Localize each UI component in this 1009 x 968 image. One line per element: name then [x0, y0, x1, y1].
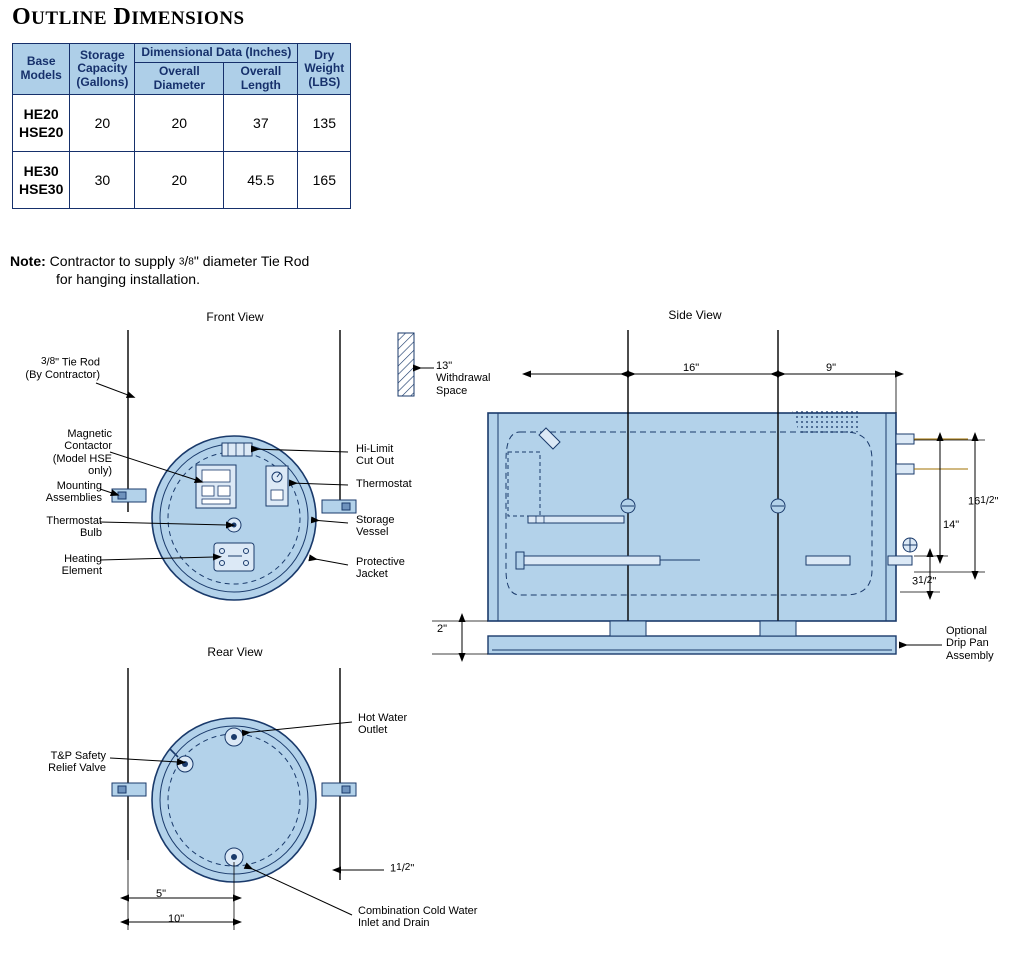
mounting-bracket-right — [322, 500, 356, 513]
dim-1-half-unit: " — [410, 862, 415, 875]
withdrawal-line2: Withdrawal — [436, 372, 491, 385]
label-withdrawal-space — [436, 360, 490, 397]
base-models-line2: Models — [20, 68, 62, 83]
dim-14: 14" — [943, 519, 960, 531]
model-hse20: HSE20 — [19, 124, 64, 141]
withdrawal-line3: Space — [436, 384, 468, 397]
thermostat-bulb-line1: Thermostat — [46, 515, 102, 527]
protective-line1: Protective — [356, 556, 405, 568]
magnetic-line2: Contactor — [64, 440, 112, 453]
drip-pan-line3: Assembly — [946, 649, 994, 662]
leader-storage-vessel — [312, 520, 348, 523]
title-d: D — [113, 4, 132, 30]
dim-3-half-num: 1 — [918, 575, 924, 586]
mounting-bolt-right — [342, 503, 350, 510]
model-he30: HE30 — [23, 162, 59, 179]
dim-5: 5" — [156, 888, 167, 900]
leader-protective-jacket — [310, 558, 348, 565]
tie-rod-frac-num: 3 — [40, 356, 47, 367]
dim-1-half-whole: 1 — [390, 862, 397, 875]
dim-16-half-den: 2 — [988, 495, 995, 506]
drain-valve-body — [888, 556, 912, 565]
col-dimensional-data-group: Dimensional Data (Inches) — [135, 44, 298, 63]
dim-3-half-whole: 3 — [912, 575, 919, 588]
side-view-title: Side View — [668, 308, 722, 322]
note-frac-den: 8 — [188, 256, 194, 268]
note-text-before: Contractor to supply — [45, 253, 179, 269]
label-mounting-assemblies — [0, 480, 102, 505]
overall-length-line1: Overall — [240, 63, 282, 78]
tie-rod-by-contractor: (By Contractor) — [25, 368, 100, 381]
withdrawal-wall-hatch — [398, 333, 414, 396]
heating-element-rod — [520, 556, 660, 565]
overall-diameter-line1: Overall — [158, 63, 200, 78]
heating-line2: Element — [61, 565, 102, 578]
mounting-bolt-left — [118, 492, 126, 499]
dim-1-half-den: 2 — [404, 862, 411, 873]
note-text-after: " diameter Tie Rod — [193, 253, 310, 269]
tie-rod-label-rest: " Tie Rod — [55, 356, 100, 369]
dim-16-half-whole: 16 — [968, 495, 981, 508]
combination-line2: Inlet and Drain — [358, 917, 430, 930]
magnetic-line3: (Model HSE — [52, 452, 112, 465]
storage-line1: Storage — [80, 47, 125, 62]
withdrawal-line1: 13" — [436, 360, 453, 372]
dim-1-half: 11/2" — [390, 862, 415, 875]
front-view-drawing — [96, 330, 356, 600]
storage-vessel-line2: Vessel — [356, 526, 389, 539]
label-heating-element — [0, 553, 102, 578]
pan-support-left — [610, 621, 646, 636]
leader-tie-rod — [96, 383, 128, 395]
tp-valve-line1: T&P Safety — [50, 750, 106, 762]
label-combination-inlet-drain — [358, 905, 477, 930]
leader-cold-water-inlet — [246, 866, 352, 915]
label-tie-rod: 3/8" Tie Rod (By Contractor) — [25, 356, 100, 381]
combination-line1: Combination Cold Water — [358, 905, 478, 917]
dim-16: 16" — [683, 362, 700, 374]
label-hi-limit-cutout — [356, 443, 394, 468]
rear-mounting-bracket-left — [112, 783, 146, 796]
rear-view-title: Rear View — [207, 645, 263, 659]
magnetic-line1: Magnetic — [67, 428, 112, 440]
cell-dry-weight: 135 — [298, 95, 351, 152]
lower-internal-fitting — [806, 556, 850, 565]
cell-dry-weight: 165 — [298, 152, 351, 209]
label-protective-jacket — [356, 556, 405, 581]
dim-16-half: 161/2" — [968, 495, 999, 508]
dim-1-half-num: 1 — [396, 862, 402, 873]
label-thermostat-bulb — [0, 515, 102, 540]
outlet-port-lower — [896, 464, 914, 474]
cell-storage-capacity: 20 — [70, 95, 135, 152]
dim-3-half-unit: " — [932, 575, 937, 588]
outlet-port-upper — [896, 434, 914, 444]
heating-element-flange — [214, 543, 254, 571]
heating-line1: Heating — [64, 553, 102, 565]
title-utline: UTLINE — [31, 8, 108, 29]
note-frac-num: 3 — [178, 256, 185, 268]
drip-pan-line2: Drip Pan — [946, 637, 989, 650]
note-block: Note: Contractor to supply 3/8" diameter Tie Rod for hanging installation. — [10, 253, 310, 288]
label-storage-vessel — [356, 514, 395, 539]
model-hse30: HSE30 — [19, 181, 64, 198]
storage-line2: Capacity — [77, 61, 128, 76]
dim-10: 10" — [168, 913, 185, 925]
tie-rod-frac-den: 8 — [49, 356, 56, 367]
dim-9: 9" — [826, 362, 837, 374]
title-o: O — [12, 4, 32, 30]
protective-line2: Jacket — [356, 568, 388, 581]
overall-length-line2: Length — [240, 77, 281, 92]
mounting-line2: Assemblies — [45, 492, 102, 505]
insulation-area — [792, 410, 860, 436]
front-view-title: Front View — [206, 310, 264, 324]
label-magnetic-contactor — [0, 428, 112, 477]
label-hot-water-outlet — [358, 712, 407, 737]
dim-3-half-den: 2 — [926, 575, 933, 586]
tp-valve-line2: Relief Valve — [48, 762, 106, 775]
hot-water-line2: Outlet — [358, 724, 388, 737]
dry-weight-line2: Weight — [304, 61, 345, 76]
dry-weight-line3: (LBS) — [308, 75, 341, 90]
rear-view-drawing — [110, 668, 384, 930]
dry-weight-line1: Dry — [314, 47, 335, 62]
cell-overall-length: 45.5 — [224, 152, 298, 209]
dim-3-half: 31/2" — [912, 575, 937, 588]
hi-limit-cutout-part — [222, 443, 252, 456]
mounting-line1: Mounting — [56, 480, 102, 492]
note-label: Note: — [10, 253, 46, 269]
label-tp-relief-valve — [0, 750, 106, 775]
dim-16-half-num: 1 — [980, 495, 986, 506]
thermostat-bulb-rod — [528, 516, 624, 523]
overall-diameter-line2: Diameter — [153, 77, 205, 92]
base-models-line1: Base — [26, 54, 56, 69]
cell-overall-diameter: 20 — [135, 95, 224, 152]
hilimit-line2: Cut Out — [356, 455, 394, 468]
hot-water-line1: Hot Water — [358, 712, 408, 724]
drip-pan-line1: Optional — [946, 625, 987, 637]
dim-16-half-unit: " — [994, 495, 999, 508]
drip-pan — [488, 636, 896, 654]
dim-2: 2" — [437, 623, 448, 635]
label-drip-pan — [946, 625, 994, 662]
cell-overall-length: 37 — [224, 95, 298, 152]
cell-overall-diameter: 20 — [135, 152, 224, 209]
magnetic-line4: only) — [88, 464, 112, 477]
title-imensions: IMENSIONS — [131, 8, 245, 29]
label-thermostat: Thermostat — [356, 478, 412, 490]
cell-storage-capacity: 30 — [70, 152, 135, 209]
thermostat-bulb-line2: Bulb — [79, 527, 102, 540]
rear-mounting-bracket-right — [322, 783, 356, 796]
storage-line3: (Gallons) — [76, 75, 129, 90]
hilimit-line1: Hi-Limit — [356, 443, 394, 455]
model-he20: HE20 — [23, 105, 59, 122]
storage-vessel-line1: Storage — [356, 514, 395, 526]
pan-support-right — [760, 621, 796, 636]
mounting-bracket-left — [112, 489, 146, 502]
note-line2: for hanging installation. — [56, 271, 200, 288]
